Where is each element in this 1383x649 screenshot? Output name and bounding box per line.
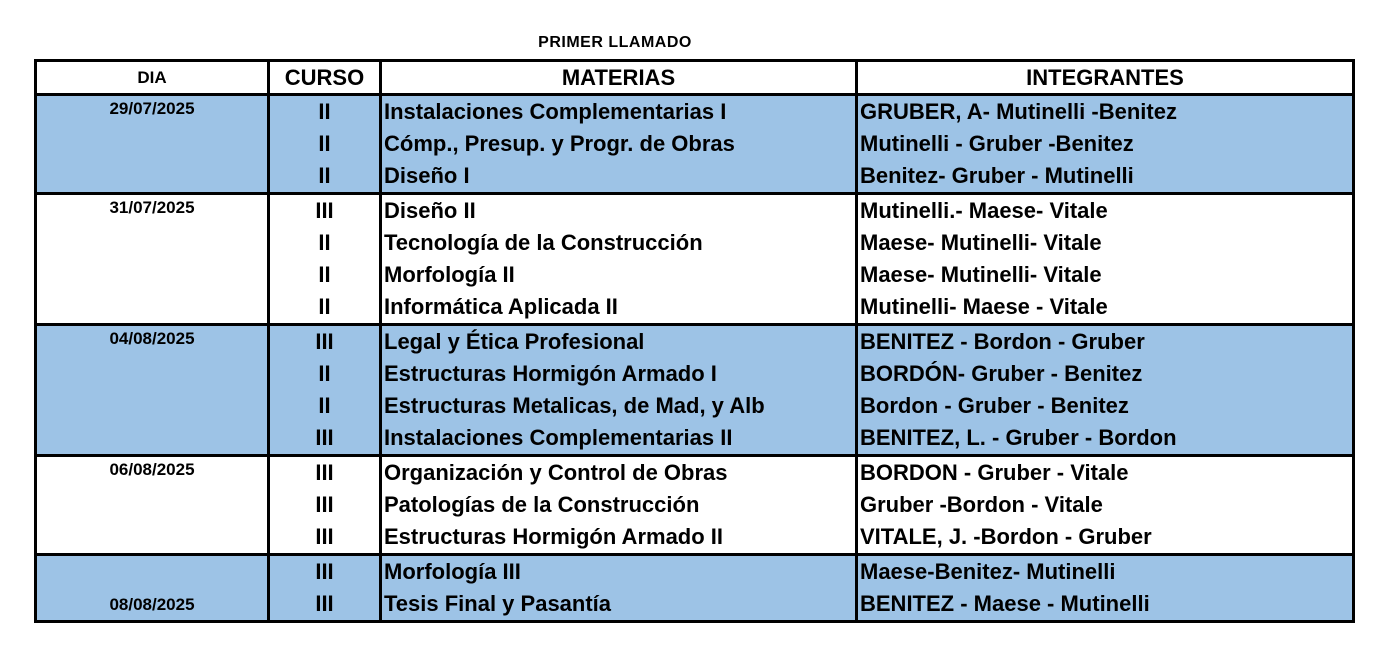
materia-cell: Organización y Control de Obras bbox=[381, 456, 857, 490]
header-row bbox=[36, 61, 1354, 95]
integrantes-cell: BORDON - Gruber - Vitale bbox=[857, 456, 1354, 490]
integrantes-cell: BENITEZ, L. - Gruber - Bordon bbox=[857, 422, 1354, 456]
curso-cell: III bbox=[269, 555, 381, 589]
materia-cell: Cómp., Presup. y Progr. de Obras bbox=[381, 128, 857, 160]
materia-cell: Tesis Final y Pasantía bbox=[381, 588, 857, 622]
page-title: PRIMER LLAMADO bbox=[538, 34, 692, 51]
materia-cell: Instalaciones Complementarias II bbox=[381, 422, 857, 456]
integrantes-cell: GRUBER, A- Mutinelli -Benitez bbox=[857, 95, 1354, 129]
curso-cell: II bbox=[269, 95, 381, 129]
integrantes-cell: Maese- Mutinelli- Vitale bbox=[857, 227, 1354, 259]
curso-cell: II bbox=[269, 160, 381, 194]
date-group bbox=[36, 325, 1354, 456]
curso-cell: II bbox=[269, 128, 381, 160]
curso-cell: III bbox=[269, 588, 381, 622]
materia-cell: Morfología III bbox=[381, 555, 857, 589]
materia-cell: Diseño I bbox=[381, 160, 857, 194]
header-curso: CURSO bbox=[269, 61, 381, 95]
curso-cell: III bbox=[269, 422, 381, 456]
date-cell: 04/08/2025 bbox=[36, 325, 269, 456]
integrantes-cell: Mutinelli - Gruber -Benitez bbox=[857, 128, 1354, 160]
integrantes-cell: Mutinelli- Maese - Vitale bbox=[857, 291, 1354, 325]
curso-cell: III bbox=[269, 489, 381, 521]
materia-cell: Estructuras Metalicas, de Mad, y Alb bbox=[381, 390, 857, 422]
curso-cell: III bbox=[269, 325, 381, 359]
table-header bbox=[36, 61, 1354, 95]
curso-cell: II bbox=[269, 259, 381, 291]
integrantes-cell: VITALE, J. -Bordon - Gruber bbox=[857, 521, 1354, 555]
schedule-table bbox=[34, 59, 1355, 623]
curso-cell: III bbox=[269, 456, 381, 490]
materia-cell: Estructuras Hormigón Armado I bbox=[381, 358, 857, 390]
curso-cell: III bbox=[269, 521, 381, 555]
integrantes-cell: Benitez- Gruber - Mutinelli bbox=[857, 160, 1354, 194]
table-row bbox=[36, 194, 1354, 228]
header-integrantes: INTEGRANTES bbox=[857, 61, 1354, 95]
curso-cell: II bbox=[269, 227, 381, 259]
date-cell: 08/08/2025 bbox=[36, 555, 269, 622]
materia-cell: Informática Aplicada II bbox=[381, 291, 857, 325]
table-row bbox=[36, 456, 1354, 490]
integrantes-cell: Mutinelli.- Maese- Vitale bbox=[857, 194, 1354, 228]
curso-cell: II bbox=[269, 358, 381, 390]
materia-cell: Legal y Ética Profesional bbox=[381, 325, 857, 359]
materia-cell: Patologías de la Construcción bbox=[381, 489, 857, 521]
date-cell: 06/08/2025 bbox=[36, 456, 269, 555]
materia-cell: Tecnología de la Construcción bbox=[381, 227, 857, 259]
curso-cell: III bbox=[269, 194, 381, 228]
integrantes-cell: Maese- Mutinelli- Vitale bbox=[857, 259, 1354, 291]
integrantes-cell: Bordon - Gruber - Benitez bbox=[857, 390, 1354, 422]
curso-cell: II bbox=[269, 390, 381, 422]
integrantes-cell: BENITEZ - Bordon - Gruber bbox=[857, 325, 1354, 359]
materia-cell: Instalaciones Complementarias I bbox=[381, 95, 857, 129]
header-dia: DIA bbox=[36, 61, 269, 95]
date-group bbox=[36, 456, 1354, 555]
date-cell: 31/07/2025 bbox=[36, 194, 269, 325]
table-row bbox=[36, 325, 1354, 359]
date-group bbox=[36, 95, 1354, 194]
table-row bbox=[36, 555, 1354, 589]
integrantes-cell: Maese-Benitez- Mutinelli bbox=[857, 555, 1354, 589]
table-row bbox=[36, 95, 1354, 129]
date-cell: 29/07/2025 bbox=[36, 95, 269, 194]
header-materias: MATERIAS bbox=[381, 61, 857, 95]
date-group bbox=[36, 555, 1354, 622]
integrantes-cell: Gruber -Bordon - Vitale bbox=[857, 489, 1354, 521]
integrantes-cell: BORDÓN- Gruber - Benitez bbox=[857, 358, 1354, 390]
materia-cell: Estructuras Hormigón Armado II bbox=[381, 521, 857, 555]
integrantes-cell: BENITEZ - Maese - Mutinelli bbox=[857, 588, 1354, 622]
date-group bbox=[36, 194, 1354, 325]
curso-cell: II bbox=[269, 291, 381, 325]
materia-cell: Morfología II bbox=[381, 259, 857, 291]
materia-cell: Diseño II bbox=[381, 194, 857, 228]
